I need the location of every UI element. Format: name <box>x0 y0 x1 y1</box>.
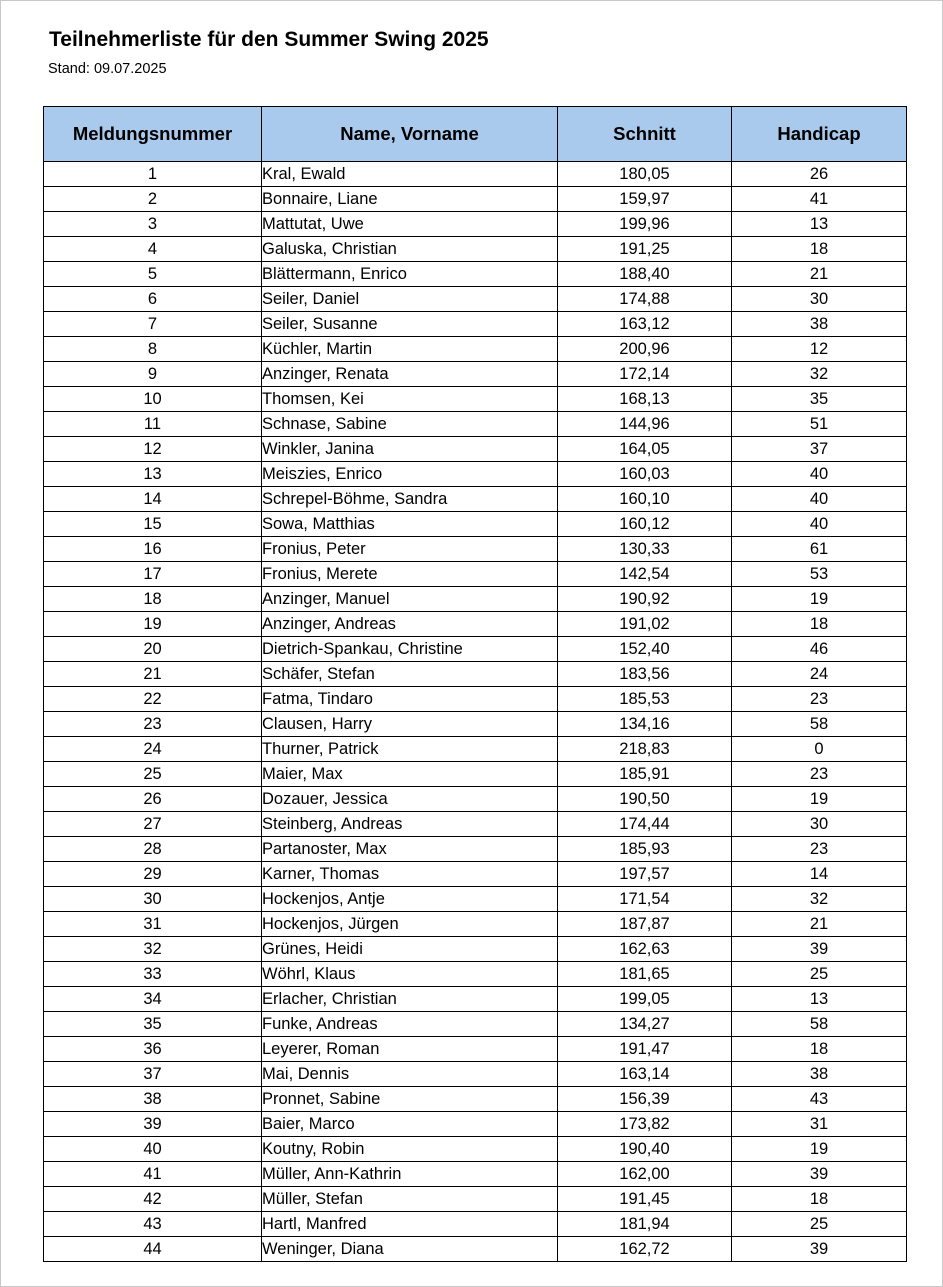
cell-handicap: 35 <box>732 387 907 412</box>
cell-handicap: 0 <box>732 737 907 762</box>
table-row <box>44 687 907 712</box>
cell-name: Thurner, Patrick <box>262 737 558 762</box>
cell-meldungsnummer: 3 <box>44 212 262 237</box>
table-row <box>44 362 907 387</box>
cell-handicap: 21 <box>732 262 907 287</box>
table-row <box>44 737 907 762</box>
cell-meldungsnummer: 14 <box>44 487 262 512</box>
cell-meldungsnummer: 10 <box>44 387 262 412</box>
table-row <box>44 1062 907 1087</box>
table-row <box>44 1237 907 1262</box>
cell-name: Funke, Andreas <box>262 1012 558 1037</box>
table-header-row <box>44 107 907 162</box>
cell-handicap: 18 <box>732 1187 907 1212</box>
cell-schnitt: 160,10 <box>558 487 732 512</box>
cell-meldungsnummer: 19 <box>44 612 262 637</box>
table-row <box>44 1162 907 1187</box>
cell-schnitt: 162,63 <box>558 937 732 962</box>
table-row <box>44 987 907 1012</box>
cell-name: Blättermann, Enrico <box>262 262 558 287</box>
cell-schnitt: 190,92 <box>558 587 732 612</box>
table-row <box>44 1112 907 1137</box>
table-row <box>44 912 907 937</box>
table-body <box>44 162 907 1262</box>
cell-name: Anzinger, Andreas <box>262 612 558 637</box>
table-row <box>44 787 907 812</box>
table-row <box>44 937 907 962</box>
cell-schnitt: 174,88 <box>558 287 732 312</box>
cell-name: Steinberg, Andreas <box>262 812 558 837</box>
table-row <box>44 287 907 312</box>
cell-schnitt: 218,83 <box>558 737 732 762</box>
cell-handicap: 23 <box>732 762 907 787</box>
cell-handicap: 53 <box>732 562 907 587</box>
cell-schnitt: 187,87 <box>558 912 732 937</box>
table-row <box>44 337 907 362</box>
cell-schnitt: 156,39 <box>558 1087 732 1112</box>
cell-handicap: 21 <box>732 912 907 937</box>
cell-name: Schnase, Sabine <box>262 412 558 437</box>
page-title: Teilnehmerliste für den Summer Swing 2025 <box>49 28 489 51</box>
table-row <box>44 437 907 462</box>
table-row <box>44 187 907 212</box>
cell-handicap: 39 <box>732 1162 907 1187</box>
cell-meldungsnummer: 8 <box>44 337 262 362</box>
table-row <box>44 612 907 637</box>
cell-meldungsnummer: 35 <box>44 1012 262 1037</box>
cell-schnitt: 163,14 <box>558 1062 732 1087</box>
cell-meldungsnummer: 5 <box>44 262 262 287</box>
cell-name: Mai, Dennis <box>262 1062 558 1087</box>
cell-schnitt: 144,96 <box>558 412 732 437</box>
cell-meldungsnummer: 31 <box>44 912 262 937</box>
cell-schnitt: 181,94 <box>558 1212 732 1237</box>
column-header-handicap: Handicap <box>732 107 907 162</box>
cell-schnitt: 191,47 <box>558 1037 732 1062</box>
cell-schnitt: 142,54 <box>558 562 732 587</box>
cell-meldungsnummer: 25 <box>44 762 262 787</box>
cell-meldungsnummer: 11 <box>44 412 262 437</box>
cell-name: Schäfer, Stefan <box>262 662 558 687</box>
cell-handicap: 19 <box>732 787 907 812</box>
table-row <box>44 487 907 512</box>
cell-meldungsnummer: 18 <box>44 587 262 612</box>
cell-handicap: 38 <box>732 312 907 337</box>
table-row <box>44 837 907 862</box>
table-row <box>44 162 907 187</box>
cell-name: Hartl, Manfred <box>262 1212 558 1237</box>
table-row <box>44 562 907 587</box>
cell-handicap: 61 <box>732 537 907 562</box>
cell-schnitt: 172,14 <box>558 362 732 387</box>
cell-schnitt: 188,40 <box>558 262 732 287</box>
cell-handicap: 51 <box>732 412 907 437</box>
cell-meldungsnummer: 36 <box>44 1037 262 1062</box>
cell-name: Leyerer, Roman <box>262 1037 558 1062</box>
table-row <box>44 637 907 662</box>
cell-name: Clausen, Harry <box>262 712 558 737</box>
cell-handicap: 40 <box>732 512 907 537</box>
cell-handicap: 40 <box>732 487 907 512</box>
cell-handicap: 26 <box>732 162 907 187</box>
cell-meldungsnummer: 30 <box>44 887 262 912</box>
cell-name: Dietrich-Spankau, Christine <box>262 637 558 662</box>
cell-schnitt: 190,40 <box>558 1137 732 1162</box>
cell-schnitt: 168,13 <box>558 387 732 412</box>
table-row <box>44 1012 907 1037</box>
cell-schnitt: 134,27 <box>558 1012 732 1037</box>
cell-meldungsnummer: 15 <box>44 512 262 537</box>
cell-meldungsnummer: 32 <box>44 937 262 962</box>
cell-meldungsnummer: 27 <box>44 812 262 837</box>
cell-meldungsnummer: 44 <box>44 1237 262 1262</box>
table-row <box>44 887 907 912</box>
cell-name: Wöhrl, Klaus <box>262 962 558 987</box>
cell-schnitt: 130,33 <box>558 537 732 562</box>
cell-name: Dozauer, Jessica <box>262 787 558 812</box>
participant-table <box>43 106 907 1262</box>
cell-meldungsnummer: 13 <box>44 462 262 487</box>
cell-name: Seiler, Susanne <box>262 312 558 337</box>
cell-name: Fatma, Tindaro <box>262 687 558 712</box>
table-row <box>44 862 907 887</box>
cell-meldungsnummer: 20 <box>44 637 262 662</box>
column-header-name: Name, Vorname <box>262 107 558 162</box>
cell-meldungsnummer: 1 <box>44 162 262 187</box>
cell-meldungsnummer: 26 <box>44 787 262 812</box>
table-row <box>44 537 907 562</box>
cell-meldungsnummer: 28 <box>44 837 262 862</box>
cell-handicap: 19 <box>732 1137 907 1162</box>
cell-handicap: 23 <box>732 687 907 712</box>
cell-handicap: 18 <box>732 237 907 262</box>
cell-handicap: 39 <box>732 937 907 962</box>
cell-handicap: 24 <box>732 662 907 687</box>
cell-name: Müller, Stefan <box>262 1187 558 1212</box>
cell-handicap: 37 <box>732 437 907 462</box>
cell-name: Fronius, Merete <box>262 562 558 587</box>
cell-handicap: 18 <box>732 612 907 637</box>
cell-handicap: 25 <box>732 962 907 987</box>
cell-meldungsnummer: 22 <box>44 687 262 712</box>
cell-handicap: 39 <box>732 1237 907 1262</box>
cell-schnitt: 185,93 <box>558 837 732 862</box>
table-row <box>44 512 907 537</box>
cell-handicap: 43 <box>732 1087 907 1112</box>
cell-schnitt: 191,45 <box>558 1187 732 1212</box>
table-row <box>44 587 907 612</box>
table-row <box>44 712 907 737</box>
cell-handicap: 18 <box>732 1037 907 1062</box>
cell-meldungsnummer: 40 <box>44 1137 262 1162</box>
cell-schnitt: 174,44 <box>558 812 732 837</box>
table-row <box>44 462 907 487</box>
cell-meldungsnummer: 9 <box>44 362 262 387</box>
cell-handicap: 58 <box>732 1012 907 1037</box>
cell-meldungsnummer: 2 <box>44 187 262 212</box>
cell-schnitt: 163,12 <box>558 312 732 337</box>
cell-name: Sowa, Matthias <box>262 512 558 537</box>
table-row <box>44 1087 907 1112</box>
cell-schnitt: 191,25 <box>558 237 732 262</box>
cell-name: Kral, Ewald <box>262 162 558 187</box>
cell-handicap: 19 <box>732 587 907 612</box>
cell-name: Thomsen, Kei <box>262 387 558 412</box>
cell-name: Pronnet, Sabine <box>262 1087 558 1112</box>
cell-handicap: 25 <box>732 1212 907 1237</box>
cell-name: Anzinger, Renata <box>262 362 558 387</box>
table-row <box>44 962 907 987</box>
cell-schnitt: 164,05 <box>558 437 732 462</box>
cell-schnitt: 181,65 <box>558 962 732 987</box>
cell-name: Hockenjos, Antje <box>262 887 558 912</box>
cell-schnitt: 200,96 <box>558 337 732 362</box>
cell-meldungsnummer: 42 <box>44 1187 262 1212</box>
cell-name: Bonnaire, Liane <box>262 187 558 212</box>
cell-meldungsnummer: 6 <box>44 287 262 312</box>
cell-schnitt: 134,16 <box>558 712 732 737</box>
cell-handicap: 30 <box>732 812 907 837</box>
cell-handicap: 32 <box>732 362 907 387</box>
cell-handicap: 32 <box>732 887 907 912</box>
cell-name: Meiszies, Enrico <box>262 462 558 487</box>
cell-meldungsnummer: 24 <box>44 737 262 762</box>
cell-schnitt: 183,56 <box>558 662 732 687</box>
cell-handicap: 38 <box>732 1062 907 1087</box>
cell-schnitt: 190,50 <box>558 787 732 812</box>
cell-meldungsnummer: 34 <box>44 987 262 1012</box>
cell-name: Winkler, Janina <box>262 437 558 462</box>
table-row <box>44 312 907 337</box>
cell-handicap: 58 <box>732 712 907 737</box>
cell-schnitt: 162,72 <box>558 1237 732 1262</box>
column-header-meldungsnummer: Meldungsnummer <box>44 107 262 162</box>
cell-name: Seiler, Daniel <box>262 287 558 312</box>
cell-schnitt: 180,05 <box>558 162 732 187</box>
cell-meldungsnummer: 17 <box>44 562 262 587</box>
cell-name: Grünes, Heidi <box>262 937 558 962</box>
cell-schnitt: 171,54 <box>558 887 732 912</box>
cell-handicap: 41 <box>732 187 907 212</box>
cell-name: Galuska, Christian <box>262 237 558 262</box>
cell-meldungsnummer: 39 <box>44 1112 262 1137</box>
cell-meldungsnummer: 16 <box>44 537 262 562</box>
cell-name: Baier, Marco <box>262 1112 558 1137</box>
cell-schnitt: 199,96 <box>558 212 732 237</box>
cell-meldungsnummer: 4 <box>44 237 262 262</box>
cell-handicap: 14 <box>732 862 907 887</box>
table-row <box>44 237 907 262</box>
cell-name: Maier, Max <box>262 762 558 787</box>
cell-schnitt: 159,97 <box>558 187 732 212</box>
cell-handicap: 13 <box>732 987 907 1012</box>
cell-schnitt: 160,12 <box>558 512 732 537</box>
cell-meldungsnummer: 29 <box>44 862 262 887</box>
table-row <box>44 412 907 437</box>
table-row <box>44 1187 907 1212</box>
status-date: Stand: 09.07.2025 <box>48 61 167 77</box>
cell-schnitt: 152,40 <box>558 637 732 662</box>
cell-name: Müller, Ann-Kathrin <box>262 1162 558 1187</box>
cell-handicap: 46 <box>732 637 907 662</box>
table-row <box>44 1037 907 1062</box>
cell-handicap: 12 <box>732 337 907 362</box>
cell-name: Fronius, Peter <box>262 537 558 562</box>
cell-schnitt: 173,82 <box>558 1112 732 1137</box>
table-row <box>44 812 907 837</box>
cell-name: Schrepel-Böhme, Sandra <box>262 487 558 512</box>
cell-meldungsnummer: 21 <box>44 662 262 687</box>
column-header-schnitt: Schnitt <box>558 107 732 162</box>
table-row <box>44 212 907 237</box>
table-row <box>44 262 907 287</box>
cell-schnitt: 185,91 <box>558 762 732 787</box>
table-row <box>44 387 907 412</box>
cell-name: Koutny, Robin <box>262 1137 558 1162</box>
table-row <box>44 1137 907 1162</box>
cell-meldungsnummer: 33 <box>44 962 262 987</box>
cell-name: Küchler, Martin <box>262 337 558 362</box>
table-row <box>44 662 907 687</box>
cell-meldungsnummer: 12 <box>44 437 262 462</box>
cell-name: Anzinger, Manuel <box>262 587 558 612</box>
cell-schnitt: 162,00 <box>558 1162 732 1187</box>
cell-meldungsnummer: 7 <box>44 312 262 337</box>
cell-meldungsnummer: 43 <box>44 1212 262 1237</box>
table-row <box>44 762 907 787</box>
cell-name: Weninger, Diana <box>262 1237 558 1262</box>
cell-meldungsnummer: 23 <box>44 712 262 737</box>
cell-handicap: 30 <box>732 287 907 312</box>
cell-handicap: 31 <box>732 1112 907 1137</box>
cell-name: Karner, Thomas <box>262 862 558 887</box>
cell-name: Mattutat, Uwe <box>262 212 558 237</box>
cell-handicap: 40 <box>732 462 907 487</box>
cell-schnitt: 191,02 <box>558 612 732 637</box>
cell-name: Partanoster, Max <box>262 837 558 862</box>
cell-name: Erlacher, Christian <box>262 987 558 1012</box>
table-row <box>44 1212 907 1237</box>
cell-schnitt: 199,05 <box>558 987 732 1012</box>
cell-meldungsnummer: 37 <box>44 1062 262 1087</box>
cell-schnitt: 160,03 <box>558 462 732 487</box>
cell-handicap: 23 <box>732 837 907 862</box>
cell-meldungsnummer: 38 <box>44 1087 262 1112</box>
cell-schnitt: 197,57 <box>558 862 732 887</box>
cell-name: Hockenjos, Jürgen <box>262 912 558 937</box>
cell-handicap: 13 <box>732 212 907 237</box>
cell-schnitt: 185,53 <box>558 687 732 712</box>
cell-meldungsnummer: 41 <box>44 1162 262 1187</box>
